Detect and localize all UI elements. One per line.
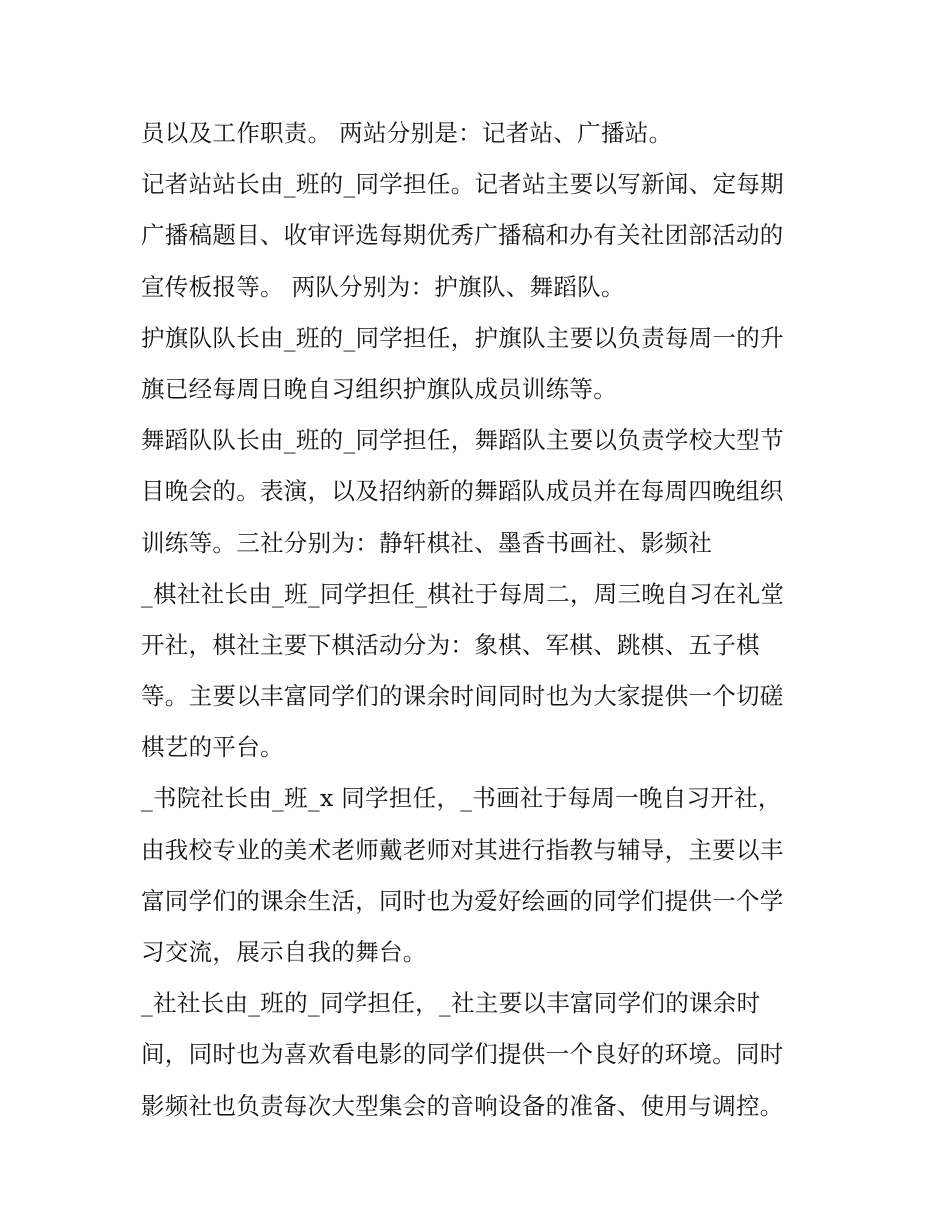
text-line: 广播稿题目、收审评选每期优秀广播稿和办有关社团部活动的	[141, 221, 784, 250]
text-line: 棋艺的平台。	[141, 733, 284, 762]
text-line: 员以及工作职责。 两站分别是：记者站、广播站。	[141, 119, 673, 147]
text-line: 记者站站长由_班的_同学担任。记者站主要以写新闻、定每期	[141, 170, 784, 199]
text-line: 习交流，展示自我的舞台。	[141, 938, 427, 966]
body-text	[141, 108, 831, 1132]
text-line: 目晚会的。表演，以及招纳新的舞蹈队成员并在每周四晚组织	[141, 477, 784, 506]
text-line: 开社，棋社主要下棋活动分为：象棋、军棋、跳棋、五子棋	[141, 630, 760, 659]
text-line: _棋社社长由_班_同学担任_棋社于每周二，周三晚自习在礼堂	[141, 579, 785, 608]
text-line: 由我校专业的美术老师戴老师对其进行指教与辅导，主要以丰	[141, 835, 784, 864]
text-line: 影频社也负责每次大型集会的音响设备的准备、使用与调控。	[141, 1091, 784, 1120]
text-line: 富同学们的课余生活，同时也为爱好绘画的同学们提供一个学	[141, 886, 784, 915]
text-line: 护旗队队长由_班的_同学担任，护旗队主要以负责每周一的升	[141, 323, 784, 352]
text-line: 间，同时也为喜欢看电影的同学们提供一个良好的环境。同时	[141, 1040, 784, 1069]
text-line: 训练等。三社分别为：静轩棋社、墨香书画社、影频社	[141, 528, 713, 557]
text-line: 宣传板报等。 两队分别为：护旗队、舞蹈队。	[141, 272, 625, 301]
text-line: 等。主要以丰富同学们的课余时间同时也为大家提供一个切磋	[141, 682, 784, 711]
text-line: _社社长由_班的_同学担任，_社主要以丰富同学们的课余时	[141, 989, 761, 1018]
text-line: 旗已经每周日晚自习组织护旗队成员训练等。	[141, 374, 617, 403]
text-line: 舞蹈队队长由_班的_同学担任，舞蹈队主要以负责学校大型节	[141, 426, 784, 455]
text-line: _书院社长由_班_x 同学担任，_书画社于每周一晚自习开社，	[141, 784, 782, 813]
